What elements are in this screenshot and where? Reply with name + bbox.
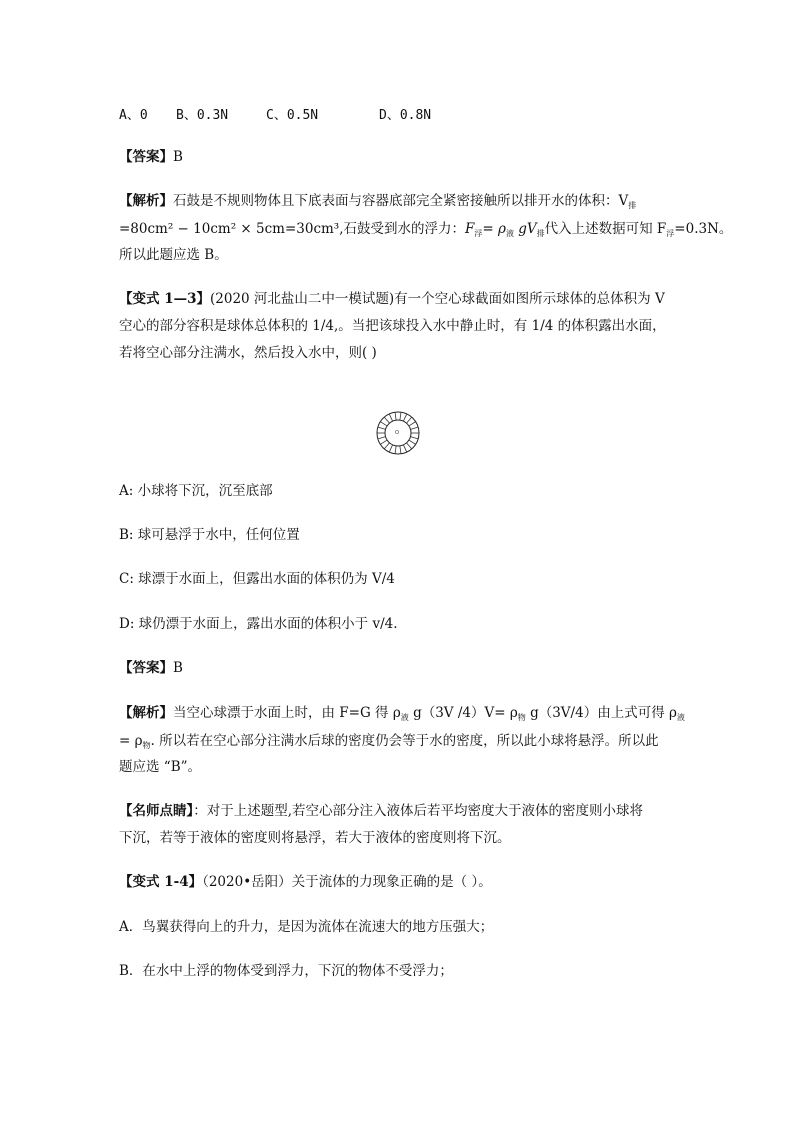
option-b-3: B．在水中上浮的物体受到浮力，下沉的物体不受浮力； <box>119 963 453 979</box>
hatch-line <box>395 446 396 454</box>
hatch-line <box>389 445 392 452</box>
variant-1-3-line-3: 若将空心部分注满水，然后投入水中，则( ) <box>119 345 377 361</box>
hatch-line <box>403 445 406 452</box>
center-label: O <box>395 430 399 436</box>
option-c: C、0.5N <box>266 108 319 123</box>
variant-1-3-line-2: 空心的部分容积是球体总体积的 1/4,。当把该球投入水中静止时，有 1/4 的体积露出水面， <box>119 318 666 334</box>
answer-value: B <box>173 660 183 676</box>
hatch-line <box>407 417 412 423</box>
tip-line-2: 下沉，若等于液体的密度则将悬浮，若大于液体的密度则将下沉。 <box>119 830 511 846</box>
tip-text: ：对于上述题型,若空心部分注入液体后若平均密度大于液体的密度则小球将 <box>193 803 644 819</box>
hatch-line <box>407 443 412 449</box>
variant-label: 【变式 1—3】 <box>119 291 210 307</box>
option-c-2: C: 球漂于水面上，但露出水面的体积仍为 V/4 <box>119 571 395 587</box>
analysis-1-line-2 <box>119 219 732 244</box>
analysis-2-line-2 <box>119 731 659 756</box>
analysis-text: = ρ <box>119 733 143 749</box>
option-d-2: D: 球仍漂于水面上，露出水面的体积小于 v/4. <box>119 616 398 632</box>
hollow-sphere-figure <box>375 410 421 456</box>
analysis-text: g（3V /4）V= ρ <box>408 705 518 721</box>
variant-1-4 <box>119 872 492 892</box>
subscript: 浮 <box>474 229 483 238</box>
hatch-line <box>395 412 396 420</box>
subscript: 浮 <box>666 229 675 238</box>
hatch-line <box>410 427 418 429</box>
hatch-line <box>384 417 389 423</box>
subscript: 物 <box>517 713 526 722</box>
subscript: 排 <box>536 229 545 238</box>
option-a: A、0 <box>119 108 148 123</box>
hatch-line <box>378 427 386 429</box>
analysis-label: 【解析】 <box>119 705 173 721</box>
answer-2 <box>119 658 183 678</box>
hatch-line <box>384 443 389 449</box>
subscript: 排 <box>628 201 637 210</box>
hatch-line <box>409 440 416 444</box>
hatch-line <box>389 414 392 421</box>
answer-1 <box>119 147 183 167</box>
analysis-text: 当空心球漂于水面上时，由 F=G 得 ρ <box>173 705 401 721</box>
hatch-line <box>403 414 406 421</box>
hatch-line <box>378 437 386 439</box>
hatch-line <box>380 440 387 444</box>
analysis-2-line-1 <box>119 703 685 728</box>
hatch-line <box>409 422 416 426</box>
analysis-text: =80cm² − 10cm² × 5cm=30cm³,石鼓受到水的浮力： <box>119 221 466 237</box>
analysis-1-line-1 <box>119 191 636 216</box>
formula: F <box>465 221 475 237</box>
formula: gV <box>513 221 537 237</box>
option-a-2: A: 小球将下沉，沉至底部 <box>119 483 273 499</box>
analysis-text: . 所以若在空心部分注满水后球的密度仍会等于水的密度，所以此小球将悬浮。所以此 <box>150 733 659 749</box>
analysis-text: g（3V/4）由上式可得 ρ <box>525 705 677 721</box>
subscript: 液 <box>400 713 409 722</box>
hatch-line <box>400 446 401 454</box>
subscript: 液 <box>505 229 514 238</box>
hatch-line <box>380 422 387 426</box>
variant-text: (2020 河北盐山二中一模试题)有一个空心球截面如图所示球体的总体积为 V <box>210 291 665 307</box>
variant-label: 【变式 1-4】 <box>119 874 203 890</box>
tip-label: 【名师点睛】 <box>119 803 194 819</box>
analysis-text: 代入上述数据可知 F <box>544 221 667 237</box>
answer-value: B <box>173 149 183 165</box>
hatch-line <box>400 412 401 420</box>
answer-label: 【答案】 <box>119 149 173 165</box>
analysis-2-line-3: 题应选 “B”。 <box>119 759 202 775</box>
variant-1-3-line-1 <box>119 289 665 309</box>
option-d: D、0.8N <box>379 108 432 123</box>
subscript: 液 <box>676 713 685 722</box>
answer-label: 【答案】 <box>119 660 173 676</box>
analysis-label: 【解析】 <box>119 193 173 209</box>
variant-text: （2020•岳阳）关于流体的力现象正确的是（ ）。 <box>202 874 492 890</box>
formula: = ρ <box>482 221 506 237</box>
analysis-text: 石鼓是不规则物体且下底表面与容器底部完全紧密接触所以排开水的体积：V <box>173 193 629 209</box>
option-b-2: B: 球可悬浮于水中，任何位置 <box>119 527 300 543</box>
tip-line-1 <box>119 801 643 821</box>
option-a-3: A．鸟翼获得向上的升力，是因为流体在流速大的地方压强大； <box>119 919 494 935</box>
analysis-text: =0.3N。 <box>674 221 733 237</box>
analysis-1-line-3: 所以此题应选 B。 <box>119 247 228 263</box>
option-b: B、0.3N <box>176 108 229 123</box>
hatch-line <box>410 437 418 439</box>
subscript: 物 <box>142 741 151 750</box>
